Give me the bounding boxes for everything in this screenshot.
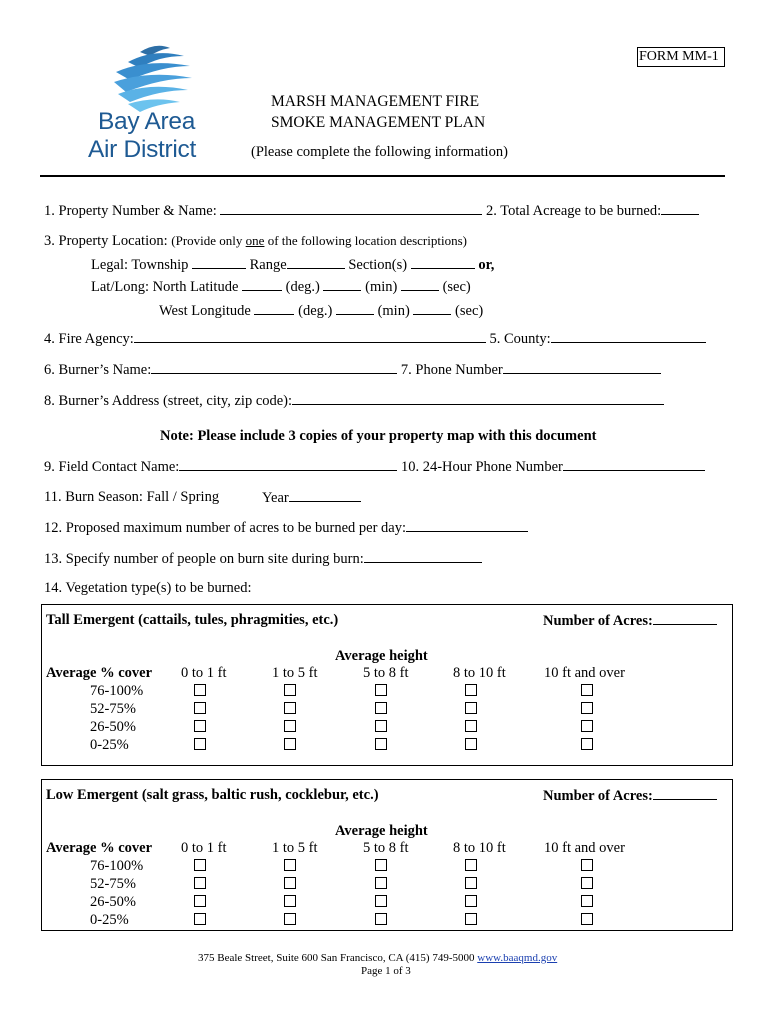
row-label: 52-75%: [90, 701, 136, 717]
west-deg-field[interactable]: [254, 302, 294, 315]
cover-checkbox[interactable]: [465, 895, 477, 907]
q13-label: 13. Specify number of people on burn site during burn:: [44, 551, 364, 567]
cover-checkbox[interactable]: [284, 738, 296, 750]
property-name-field[interactable]: [220, 202, 482, 215]
cover-checkbox[interactable]: [375, 702, 387, 714]
tall-acres-field[interactable]: [653, 612, 717, 625]
row-label: 26-50%: [90, 894, 136, 910]
north-deg-label: (deg.): [285, 279, 320, 295]
cover-checkbox[interactable]: [375, 684, 387, 696]
q12-row: [44, 519, 528, 537]
vegetation-table-tall: [41, 604, 733, 766]
cover-checkbox[interactable]: [581, 738, 593, 750]
row-label: 76-100%: [90, 858, 144, 874]
cover-checkbox[interactable]: [375, 720, 387, 732]
cover-checkbox[interactable]: [375, 895, 387, 907]
q5-label: 5. County:: [489, 331, 551, 347]
logo: [88, 40, 228, 165]
cover-checkbox[interactable]: [194, 738, 206, 750]
row-label: 0-25%: [90, 912, 129, 928]
cover-checkbox[interactable]: [581, 720, 593, 732]
col-label: 1 to 5 ft: [272, 840, 318, 856]
cover-checkbox[interactable]: [284, 895, 296, 907]
cover-checkbox[interactable]: [581, 684, 593, 696]
col-label: 0 to 1 ft: [181, 665, 227, 681]
header-divider: [40, 175, 725, 177]
logo-line-1: Bay Area: [98, 108, 196, 135]
cover-checkbox[interactable]: [375, 913, 387, 925]
cover-label: Average % cover: [46, 840, 153, 856]
cover-checkbox[interactable]: [284, 859, 296, 871]
q3-note-one: one: [245, 233, 265, 248]
q8-label: 8. Burner’s Address (street, city, zip code):: [44, 393, 293, 409]
cover-checkbox[interactable]: [284, 684, 296, 696]
col-label: 0 to 1 ft: [181, 840, 227, 856]
footer-line: [198, 952, 557, 964]
people-on-site-field[interactable]: [364, 550, 482, 563]
section-field[interactable]: [411, 256, 475, 269]
cover-checkbox[interactable]: [465, 720, 477, 732]
q1-row: [44, 202, 699, 220]
north-sec-field[interactable]: [401, 278, 439, 291]
footer-page: Page 1 of 3: [361, 965, 411, 977]
field-contact-field[interactable]: [179, 458, 397, 471]
cover-checkbox[interactable]: [194, 895, 206, 907]
cover-checkbox[interactable]: [284, 720, 296, 732]
cover-checkbox[interactable]: [375, 877, 387, 889]
cover-checkbox[interactable]: [465, 913, 477, 925]
q4-label: 4. Fire Agency:: [44, 331, 134, 347]
q12-label: 12. Proposed maximum number of acres to be burned per day:: [44, 520, 407, 536]
col-label: 5 to 8 ft: [363, 665, 409, 681]
table-title: Tall Emergent (cattails, tules, phragmities, etc.): [46, 612, 339, 628]
col-label: 8 to 10 ft: [453, 665, 506, 681]
q8-row: [44, 392, 664, 410]
form-id: FORM MM-1: [639, 49, 719, 64]
cover-checkbox[interactable]: [194, 859, 206, 871]
range-field[interactable]: [287, 256, 345, 269]
height-label: Average height: [335, 823, 428, 839]
col-label: 5 to 8 ft: [363, 840, 409, 856]
west-min-field[interactable]: [336, 302, 374, 315]
row-label: 26-50%: [90, 719, 136, 735]
logo-line-2: Air District: [88, 136, 197, 163]
cover-checkbox[interactable]: [581, 702, 593, 714]
24h-phone-field[interactable]: [563, 458, 705, 471]
q10-label: 10. 24-Hour Phone Number: [400, 459, 563, 475]
latlong-north-label: Lat/Long: North Latitude: [91, 279, 239, 295]
q9-row: [44, 458, 705, 476]
q11-row: [44, 489, 219, 506]
footer-address: 375 Beale Street, Suite 600 San Francisco, CA (415) 749-5000: [198, 952, 475, 964]
burner-name-field[interactable]: [151, 361, 397, 374]
acres-per-day-field[interactable]: [406, 519, 528, 532]
title-line-2: SMOKE MANAGEMENT PLAN: [271, 114, 486, 131]
cover-checkbox[interactable]: [465, 684, 477, 696]
cover-checkbox[interactable]: [194, 720, 206, 732]
q14-label: 14. Vegetation type(s) to be burned:: [44, 580, 252, 596]
fire-agency-field[interactable]: [134, 330, 486, 343]
cover-checkbox[interactable]: [581, 877, 593, 889]
west-sec-label: (sec): [455, 303, 484, 319]
col-label: 10 ft and over: [544, 840, 625, 856]
title-line-1: MARSH MANAGEMENT FIRE: [271, 93, 480, 110]
q3-label: 3. Property Location:: [44, 233, 168, 249]
q7-label: 7. Phone Number: [400, 362, 503, 378]
q3-row: [44, 233, 467, 250]
cover-checkbox[interactable]: [581, 895, 593, 907]
west-sec-field[interactable]: [413, 302, 451, 315]
cover-checkbox[interactable]: [465, 738, 477, 750]
county-field[interactable]: [551, 330, 706, 343]
west-longitude-label: West Longitude: [159, 303, 251, 319]
cover-checkbox[interactable]: [194, 877, 206, 889]
q11-year-label: Year: [262, 490, 289, 506]
cover-label: Average % cover: [46, 665, 153, 681]
row-label: 0-25%: [90, 737, 129, 753]
cover-checkbox[interactable]: [465, 877, 477, 889]
legal-section-label: Section(s): [348, 257, 408, 273]
cover-checkbox[interactable]: [465, 702, 477, 714]
acres-label: Number of Acres:: [543, 787, 717, 805]
row-label: 52-75%: [90, 876, 136, 892]
latlong-row: [91, 278, 471, 296]
vegetation-table-low: [41, 779, 733, 931]
low-acres-field[interactable]: [653, 787, 717, 800]
q11-year-row: [262, 489, 361, 507]
height-label: Average height: [335, 648, 428, 664]
q3-note-post: of the following location descriptions): [264, 233, 467, 248]
cover-checkbox[interactable]: [284, 702, 296, 714]
legal-or: or,: [478, 257, 495, 273]
col-label: 1 to 5 ft: [272, 665, 318, 681]
q9-label: 9. Field Contact Name:: [44, 459, 180, 475]
cover-checkbox[interactable]: [465, 859, 477, 871]
col-label: 10 ft and over: [544, 665, 625, 681]
cover-checkbox[interactable]: [581, 913, 593, 925]
cover-checkbox[interactable]: [194, 913, 206, 925]
legal-range-label: Range: [249, 257, 287, 273]
acres-label: Number of Acres:: [543, 612, 717, 630]
township-field[interactable]: [192, 256, 246, 269]
west-row: [159, 302, 483, 320]
map-note: Note: Please include 3 copies of your property map with this document: [160, 428, 597, 444]
q1-label: 1. Property Number & Name:: [44, 203, 217, 219]
phone-number-field[interactable]: [503, 361, 661, 374]
north-deg-field[interactable]: [242, 278, 282, 291]
cover-checkbox[interactable]: [194, 684, 206, 696]
title-instruction: (Please complete the following information): [251, 144, 508, 160]
q13-row: [44, 550, 482, 568]
cover-checkbox[interactable]: [194, 702, 206, 714]
row-label: 76-100%: [90, 683, 144, 699]
q2-label: 2. Total Acreage to be burned:: [486, 203, 662, 219]
north-min-field[interactable]: [323, 278, 361, 291]
col-label: 8 to 10 ft: [453, 840, 506, 856]
burner-address-field[interactable]: [292, 392, 664, 405]
legal-township-label: Legal: Township: [91, 257, 189, 273]
q11-label: 11. Burn Season: Fall / Spring: [44, 489, 220, 505]
total-acreage-field[interactable]: [661, 202, 699, 215]
cover-checkbox[interactable]: [375, 859, 387, 871]
q6-label: 6. Burner’s Name:: [44, 362, 152, 378]
q3-note-pre: (Provide only: [171, 233, 246, 248]
west-deg-label: (deg.): [298, 303, 333, 319]
q4-row: [44, 330, 706, 348]
q6-row: [44, 361, 661, 379]
cover-checkbox[interactable]: [284, 913, 296, 925]
north-sec-label: (sec): [442, 279, 471, 295]
cover-checkbox[interactable]: [581, 859, 593, 871]
cover-checkbox[interactable]: [284, 877, 296, 889]
footer-link[interactable]: www.baaqmd.gov: [477, 952, 558, 964]
west-min-label: (min): [377, 303, 410, 319]
north-min-label: (min): [365, 279, 398, 295]
form-id-box: [637, 47, 725, 67]
cover-checkbox[interactable]: [375, 738, 387, 750]
legal-row: [91, 256, 494, 274]
year-field[interactable]: [289, 489, 361, 502]
table-title: Low Emergent (salt grass, baltic rush, cocklebur, etc.): [46, 787, 379, 803]
